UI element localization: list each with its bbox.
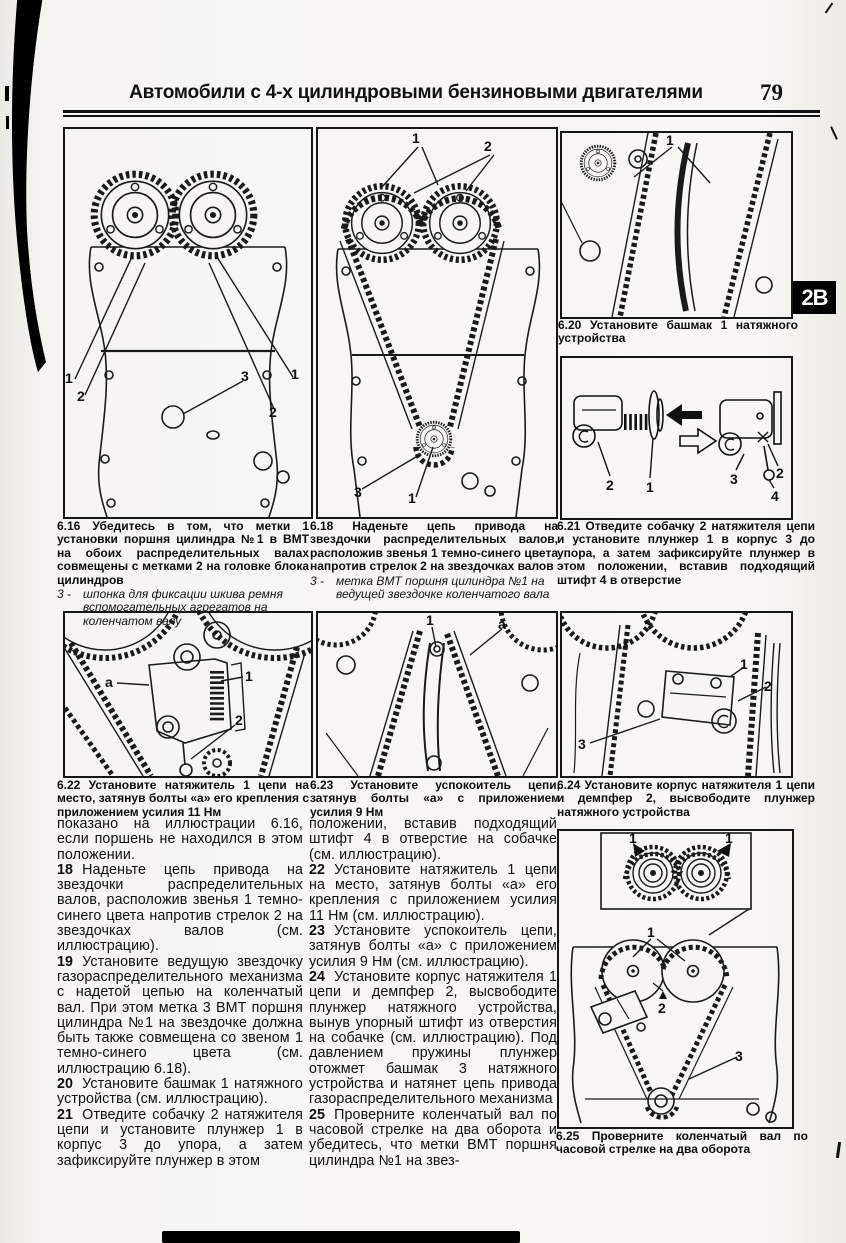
caption-6-21: 6.21 Отведите собачку 2 натяжителя цепи и установите плунжер 1 в корпус 3 до упора, а затем зафиксируйте плунжер в этом положении, вставив подходящий штифт 4 в отверстие	[557, 519, 815, 587]
paragraph: 23 Установите успокоитель цепи, затянув болты «а» с приложением усилия 9 Нм (см. иллюстрацию).	[309, 923, 557, 970]
caption-6-25: 6.25 Проверните коленчатый вал по часовой стрелке на два оборота	[556, 1129, 808, 1157]
figure-6-18	[316, 127, 558, 519]
figure-6-23-diagram	[318, 613, 556, 776]
text-column-left	[57, 817, 303, 1169]
callout-label: 2	[776, 465, 784, 481]
paragraph: положении, вставив подходящий штифт 4 в отверстие на собачке (см. иллюстрацию).	[309, 816, 557, 863]
paragraph: 18 Наденьте цепь привода на звездочки распределительных валов, расположив звенья 1 темно-синего цвета напротив стрелок 2 на звездочках валов (см. иллюстрацию).	[57, 861, 303, 955]
figure-6-25	[557, 829, 794, 1129]
paragraph: 24 Установите корпус натяжителя 1 цепи и демпфер 2, высвободите плунжер натяжного устройства, вынув упорный штифт из отверстия на собачке (см. иллюстрацию). Под давлением пружины плунжер отожмет башмак 3 натяжного устройства и натянет цепь привода газораспределительного механизма	[309, 968, 557, 1108]
callout-label: a	[105, 674, 113, 690]
paragraph: 21 Отведите собачку 2 натяжителя цепи и установите плунжер 1 в корпус 3 до упора, а затем зафиксируйте плунжер в этом	[57, 1106, 303, 1169]
callout-label: 2	[658, 1000, 666, 1016]
scan-mark-right-1	[830, 126, 838, 140]
step-number: 20	[57, 1076, 74, 1093]
paragraph: 20 Установите башмак 1 натяжного устройства (см. иллюстрацию).	[57, 1076, 303, 1108]
callout-label: 1	[647, 924, 655, 940]
caption-6-16: 6.16 Убедитесь в том, что метки 1 установки поршня цилиндра №1 в ВМТ на обоих распределительных валах совмещены с метками 2 на головке блока цилиндров	[57, 519, 309, 587]
paragraph: показано на иллюстрации 6.16, если поршень не находился в этом положении.	[57, 816, 303, 863]
step-number: 21	[57, 1106, 74, 1123]
callout-label: 1	[65, 370, 73, 386]
callout-label: 2	[235, 712, 243, 728]
callout-label: 4	[771, 488, 779, 504]
figure-6-16	[63, 127, 313, 519]
callout-label: 1	[740, 656, 748, 672]
caption-6-18: 6.18 Наденьте цепь привода на звездочки распределительных валов, расположив звенья 1 темно-синего цвета напротив стрелок 2 на звездочках валов	[310, 519, 558, 574]
figure-6-23	[316, 611, 558, 778]
callout-label: 3	[735, 1048, 743, 1064]
callout-label: 3	[354, 484, 362, 500]
caption-6-20: 6.20 Установите башмак 1 натяжного устройства	[558, 318, 798, 346]
header-rule-bottom	[63, 115, 820, 117]
legend-marker: 3 -	[310, 573, 325, 588]
caption-6-24: 6.24 Установите корпус натяжителя 1 цепи и демпфер 2, высвободите плунжер натяжного устройства	[557, 778, 815, 819]
callout-label: 3	[578, 736, 586, 752]
figure-6-24-diagram	[562, 613, 791, 776]
figure-6-18-diagram	[318, 129, 556, 517]
header-rule-top	[63, 110, 820, 113]
scan-mark-bottom-bar	[162, 1231, 520, 1243]
callout-label: 2	[764, 678, 772, 694]
figure-6-21-diagram	[562, 358, 791, 518]
step-number: 24	[309, 968, 326, 985]
caption-6-22: 6.22 Установите натяжитель 1 цепи на место, затянув болты «а» его крепления с приложением усилия 11 Нм	[57, 778, 309, 819]
callout-label: 1	[408, 490, 416, 506]
callout-label: a	[498, 616, 506, 632]
page-number: 79	[760, 80, 783, 105]
callout-label: 2	[77, 388, 85, 404]
legend-text: шпонка для фиксации шкива ремня вспомогательных агрегатов на коленчатом валу	[83, 587, 283, 628]
step-number: 22	[309, 861, 326, 878]
figure-6-22	[63, 611, 313, 778]
paragraph: 19 Установите ведущую звездочку газораспределительного механизма с надетой цепью на коленчатый вал. При этом метка 3 ВМТ поршня цилиндра №1 на звездочке должна быть также совмещена со звеном 1 темно-синего цвета (см. иллюстрацию 6.18).	[57, 953, 303, 1077]
callout-label: 2	[606, 477, 614, 493]
page-title: Автомобили с 4-х цилиндровыми бензиновыми двигателями	[129, 82, 703, 103]
step-number: 23	[309, 923, 326, 940]
figure-6-25-diagram	[559, 831, 792, 1127]
callout-label: 3	[241, 368, 249, 384]
callout-label: 1	[725, 830, 733, 846]
binding-shadow	[0, 0, 60, 400]
figure-6-16-diagram	[65, 129, 311, 517]
figure-6-20-diagram	[562, 133, 791, 317]
step-number: 18	[57, 861, 74, 878]
callout-label: 2	[269, 404, 277, 420]
scan-mark-left-1	[5, 86, 9, 101]
text-column-middle	[309, 817, 557, 1169]
legend-marker: 3 -	[57, 587, 72, 602]
step-number: 25	[309, 1106, 326, 1123]
scan-mark-top-right	[825, 3, 834, 14]
callout-label: 1	[666, 132, 674, 148]
legend-text: метка ВМТ поршня цилиндра №1 на ведущей звездочке коленчатого вала	[336, 573, 550, 602]
callout-label: 2	[484, 138, 492, 154]
callout-label: 1	[245, 668, 253, 684]
caption-6-18-block	[310, 520, 558, 601]
figure-6-21	[560, 356, 793, 520]
callout-label: 1	[291, 366, 299, 382]
figure-6-20	[560, 131, 793, 319]
caption-6-18-legend	[310, 575, 558, 602]
scan-mark-left-2	[6, 116, 9, 129]
callout-label: 1	[646, 479, 654, 495]
paragraph: 25 Проверните коленчатый вал по часовой стрелке на два оборота и убедитесь, что метки ВМТ поршня цилиндра №1 на звез-	[309, 1106, 557, 1169]
caption-6-23: 6.23 Установите успокоитель цепи, затянув болты «а» с приложением усилия 9 Нм	[310, 778, 560, 819]
callout-label: 1	[426, 612, 434, 628]
step-number: 19	[57, 953, 74, 970]
figure-6-24	[560, 611, 793, 778]
callout-label: 1	[629, 830, 637, 846]
figure-6-22-diagram	[65, 613, 311, 776]
chapter-edge-tab: 2B	[793, 281, 836, 314]
callout-label: 3	[730, 471, 738, 487]
callout-label: 1	[412, 130, 420, 146]
paragraph: 22 Установите натяжитель 1 цепи на место, затянув болты «а» его крепления с приложением усилия 11 Нм (см. иллюстрацию).	[309, 861, 557, 924]
scan-mark-right-2	[836, 1142, 841, 1158]
